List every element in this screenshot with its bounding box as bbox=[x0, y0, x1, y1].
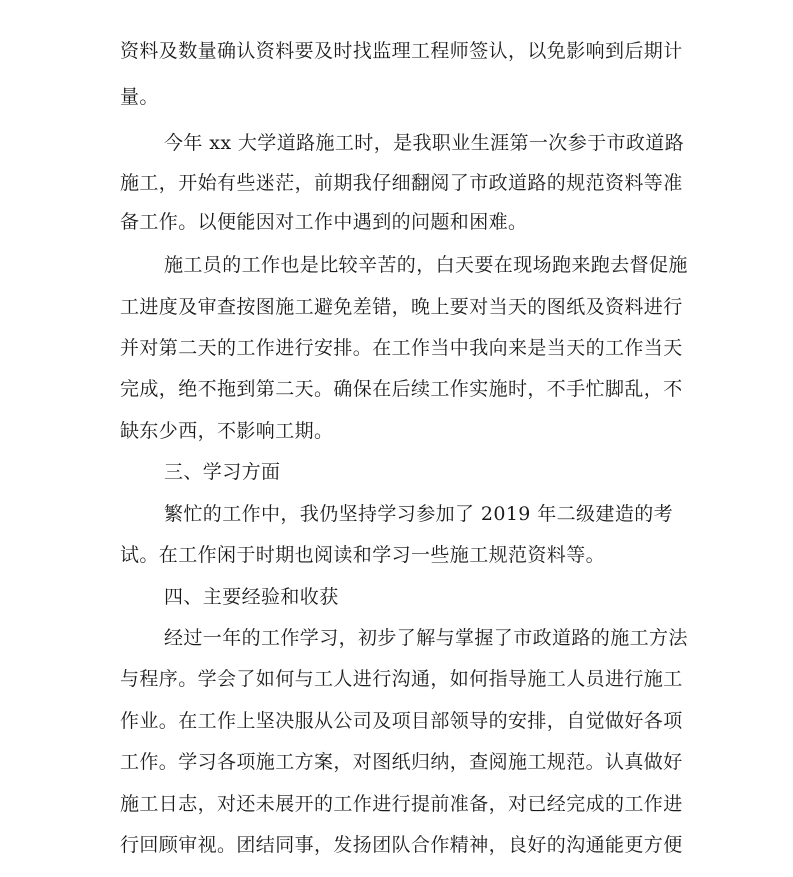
paragraph-line: 施工，开始有些迷茫，前期我仔细翻阅了市政道路的规范资料等准 bbox=[120, 172, 683, 194]
paragraph-line: 今年 xx 大学道路施工时，是我职业生涯第一次参于市政道路 bbox=[164, 132, 685, 154]
paragraph-line: 缺东少西，不影响工期。 bbox=[120, 420, 334, 442]
paragraph-line: 作业。在工作上坚决服从公司及项目部领导的安排，自觉做好各项 bbox=[120, 710, 683, 732]
section-heading: 三、学习方面 bbox=[164, 461, 281, 483]
section-heading: 四、主要经验和收获 bbox=[164, 586, 339, 608]
paragraph-line: 与程序。学会了如何与工人进行沟通，如何指导施工人员进行施工 bbox=[120, 668, 683, 690]
paragraph-line: 施工员的工作也是比较辛苦的，白天要在现场跑来跑去督促施 bbox=[164, 254, 688, 276]
paragraph-line: 工作。学习各项施工方案，对图纸归纳，查阅施工规范。认真做好 bbox=[120, 751, 683, 773]
paragraph-line: 行回顾审视。团结同事，发扬团队合作精神，良好的沟通能更方便 bbox=[120, 834, 683, 856]
paragraph-line: 试。在工作闲于时期也阅读和学习一些施工规范资料等。 bbox=[120, 544, 606, 566]
paragraph-line: 量。 bbox=[120, 86, 159, 108]
paragraph-line: 完成，绝不拖到第二天。确保在后续工作实施时，不手忙脚乱，不 bbox=[120, 378, 683, 400]
paragraph-line: 资料及数量确认资料要及时找监理工程师签认，以免影响到后期计 bbox=[120, 40, 683, 62]
paragraph-line: 备工作。以便能因对工作中遇到的问题和困难。 bbox=[120, 211, 528, 233]
paragraph-line: 并对第二天的工作进行安排。在工作当中我向来是当天的工作当天 bbox=[120, 337, 683, 359]
paragraph-line: 工进度及审查按图施工避免差错，晚上要对当天的图纸及资料进行 bbox=[120, 296, 683, 318]
paragraph-line: 经过一年的工作学习，初步了解与掌握了市政道路的施工方法 bbox=[164, 627, 688, 649]
paragraph-line: 施工日志，对还未展开的工作进行提前准备，对已经完成的工作进 bbox=[120, 793, 683, 815]
paragraph-line: 繁忙的工作中，我仍坚持学习参加了 2019 年二级建造的考 bbox=[164, 503, 674, 525]
